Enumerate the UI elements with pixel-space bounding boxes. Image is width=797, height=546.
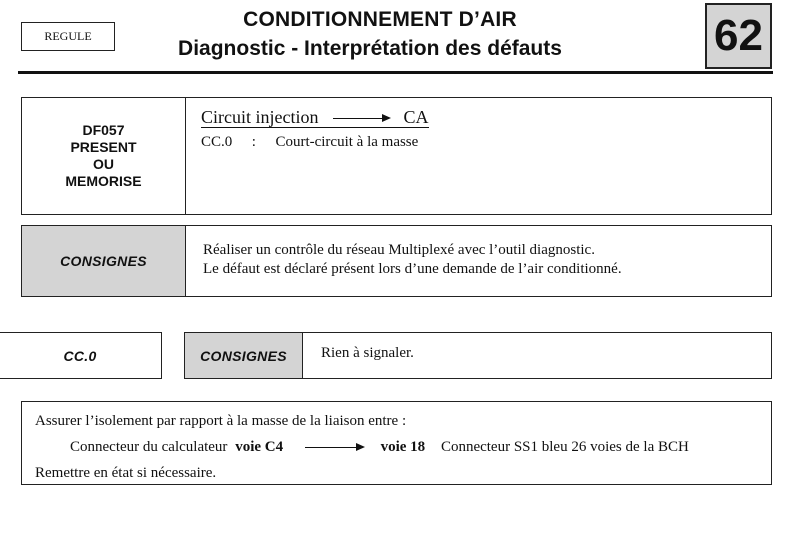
connector-arrow-icon bbox=[305, 447, 363, 448]
header-rule bbox=[18, 71, 773, 74]
fault-status-ou: OU bbox=[93, 156, 114, 172]
cc-line bbox=[201, 134, 771, 151]
circuit-to: CA bbox=[403, 107, 429, 127]
consignes-text-cell bbox=[186, 226, 771, 296]
page-number-badge bbox=[705, 3, 772, 69]
page-title: CONDITIONNEMENT D’AIR bbox=[243, 8, 517, 31]
circuit-line bbox=[201, 106, 771, 128]
procedure-box bbox=[21, 401, 772, 485]
page-number: 62 bbox=[714, 11, 763, 60]
consignes-label: CONSIGNES bbox=[60, 253, 147, 269]
procedure-line-3: Remettre en état si nécessaire. bbox=[35, 465, 217, 481]
cc-description: Court-circuit à la masse bbox=[275, 134, 419, 150]
page-subtitle: Diagnostic - Interprétation des défauts bbox=[178, 37, 562, 60]
cc-separator: : bbox=[251, 134, 256, 150]
procedure-line-1: Assurer l’isolement par rapport à la masse de la liaison entre : bbox=[35, 413, 407, 429]
cc0-consignes-text: Rien à signaler. bbox=[321, 345, 414, 361]
procedure-connector-line bbox=[35, 434, 771, 460]
fault-detail-cell bbox=[186, 98, 771, 214]
fault-code-cell bbox=[22, 98, 186, 214]
cc0-code: CC.0 bbox=[63, 347, 97, 364]
cc0-consignes-text-cell bbox=[303, 333, 771, 378]
cc0-code-box bbox=[0, 332, 162, 379]
consignes-line-1: Réaliser un contrôle du réseau Multiplexé avec l’outil diagnostic. bbox=[203, 242, 595, 258]
cc0-consignes-label-cell bbox=[185, 333, 303, 378]
cc-code: CC.0 bbox=[201, 134, 233, 150]
consignes-line-2: Le défaut est déclaré présent lors d’une demande de l’air conditionné. bbox=[203, 261, 622, 277]
consignes-box bbox=[21, 225, 772, 297]
fault-box bbox=[21, 97, 772, 215]
voie-left: voie C4 bbox=[235, 439, 284, 455]
regule-label: REGULE bbox=[44, 29, 92, 43]
fault-status-present: PRESENT bbox=[70, 139, 137, 155]
cc0-consignes-box bbox=[184, 332, 772, 379]
fault-code: DF057 bbox=[82, 122, 125, 138]
circuit-arrow-icon bbox=[333, 118, 389, 119]
voie-right: voie 18 bbox=[380, 439, 426, 455]
fault-status-memorise: MEMORISE bbox=[65, 173, 142, 189]
connector-right: Connecteur SS1 bleu 26 voies de la BCH bbox=[440, 439, 689, 455]
circuit-from: Circuit injection CA bbox=[201, 107, 429, 127]
regule-badge bbox=[21, 22, 115, 51]
connector-left: Connecteur du calculateur bbox=[70, 439, 228, 455]
cc0-consignes-label: CONSIGNES bbox=[200, 347, 287, 364]
consignes-label-cell bbox=[22, 226, 186, 296]
